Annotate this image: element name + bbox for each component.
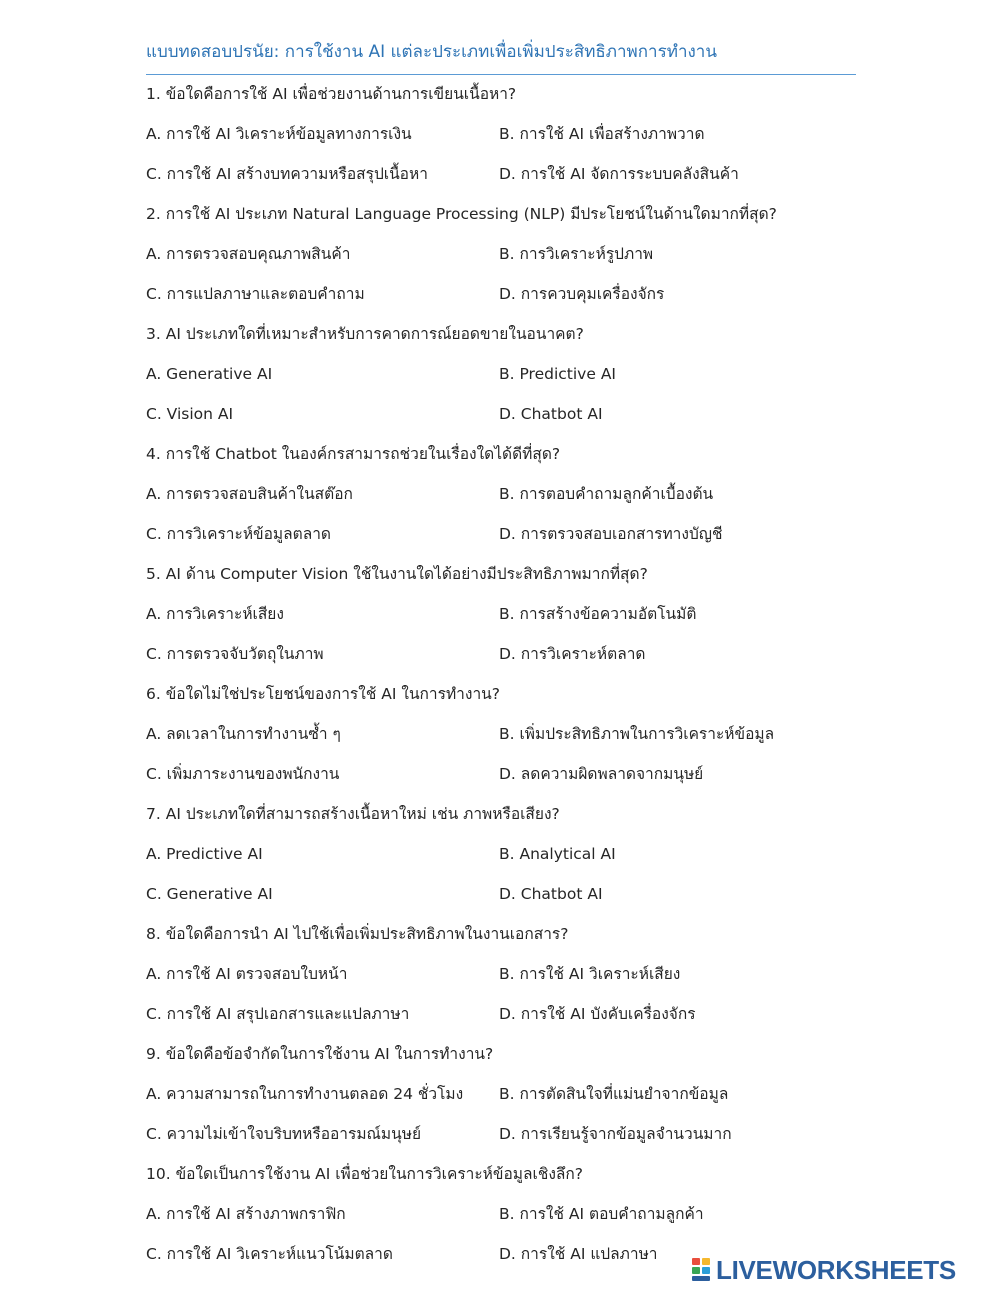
option-b: B. การใช้ AI เพื่อสร้างภาพวาด <box>499 125 705 143</box>
option-c: C. การใช้ AI วิเคราะห์แนวโน้มตลาด <box>146 1245 393 1263</box>
option-a: A. การวิเคราะห์เสียง <box>146 605 284 623</box>
option-c: C. การใช้ AI สร้างบทความหรือสรุปเนื้อหา <box>146 165 428 183</box>
option-d: D. การใช้ AI บังคับเครื่องจักร <box>499 1005 696 1023</box>
option-d: D. การวิเคราะห์ตลาด <box>499 645 646 663</box>
option-d: D. Chatbot AI <box>499 405 603 423</box>
option-a: A. Generative AI <box>146 365 273 383</box>
option-c: C. การใช้ AI สรุปเอกสารและแปลภาษา <box>146 1005 410 1023</box>
option-d: D. ลดความผิดพลาดจากมนุษย์ <box>499 765 704 783</box>
option-a: A. การใช้ AI วิเคราะห์ข้อมูลทางการเงิน <box>146 125 412 143</box>
question-4 <box>146 440 866 560</box>
question-list <box>146 80 866 1280</box>
question-7 <box>146 800 866 920</box>
option-b: B. การวิเคราะห์รูปภาพ <box>499 245 654 263</box>
title-divider <box>146 74 856 75</box>
option-a: A. การใช้ AI ตรวจสอบใบหน้า <box>146 965 348 983</box>
question-text: 7. AI ประเภทใดที่สามารถสร้างเนื้อหาใหม่ เช่น ภาพหรือเสียง? <box>146 805 560 823</box>
option-d: D. การตรวจสอบเอกสารทางบัญชี <box>499 525 723 543</box>
option-a: A. การตรวจสอบคุณภาพสินค้า <box>146 245 351 263</box>
option-d: D. การควบคุมเครื่องจักร <box>499 285 665 303</box>
option-b: B. การตอบคำถามลูกค้าเบื้องต้น <box>499 485 714 503</box>
option-b: B. การใช้ AI ตอบคำถามลูกค้า <box>499 1205 704 1223</box>
question-text: 9. ข้อใดคือข้อจำกัดในการใช้งาน AI ในการทำงาน? <box>146 1045 494 1063</box>
question-text: 3. AI ประเภทใดที่เหมาะสำหรับการคาดการณ์ยอดขายในอนาคต? <box>146 325 584 343</box>
brand-name: LIVEWORKSHEETS <box>716 1254 956 1285</box>
question-text: 5. AI ด้าน Computer Vision ใช้ในงานใดได้อย่างมีประสิทธิภาพมากที่สุด? <box>146 565 648 583</box>
option-b: B. การตัดสินใจที่แม่นยำจากข้อมูล <box>499 1085 729 1103</box>
question-text: 1. ข้อใดคือการใช้ AI เพื่อช่วยงานด้านการเขียนเนื้อหา? <box>146 85 517 103</box>
option-c: C. การวิเคราะห์ข้อมูลตลาด <box>146 525 331 543</box>
question-text: 10. ข้อใดเป็นการใช้งาน AI เพื่อช่วยในการวิเคราะห์ข้อมูลเชิงลึก? <box>146 1165 584 1183</box>
option-b: B. การใช้ AI วิเคราะห์เสียง <box>499 965 681 983</box>
question-text: 6. ข้อใดไม่ใช่ประโยชน์ของการใช้ AI ในการทำงาน? <box>146 685 500 703</box>
option-d: D. การใช้ AI จัดการระบบคลังสินค้า <box>499 165 739 183</box>
question-1 <box>146 80 866 200</box>
option-b: B. Predictive AI <box>499 365 616 383</box>
question-8 <box>146 920 866 1040</box>
option-a: A. การใช้ AI สร้างภาพกราฟิก <box>146 1205 346 1223</box>
option-d: D. การเรียนรู้จากข้อมูลจำนวนมาก <box>499 1125 732 1143</box>
option-a: A. ความสามารถในการทำงานตลอด 24 ชั่วโมง <box>146 1085 464 1103</box>
question-2 <box>146 200 866 320</box>
question-5 <box>146 560 866 680</box>
question-text: 2. การใช้ AI ประเภท Natural Language Processing (NLP) มีประโยชน์ในด้านใดมากที่สุด? <box>146 205 777 223</box>
option-c: C. Vision AI <box>146 405 234 423</box>
option-a: A. Predictive AI <box>146 845 263 863</box>
question-text: 8. ข้อใดคือการนำ AI ไปใช้เพื่อเพิ่มประสิทธิภาพในงานเอกสาร? <box>146 925 569 943</box>
option-c: C. ความไม่เข้าใจบริบทหรืออารมณ์มนุษย์ <box>146 1125 422 1143</box>
option-d: D. Chatbot AI <box>499 885 603 903</box>
option-b: B. เพิ่มประสิทธิภาพในการวิเคราะห์ข้อมูล <box>499 725 775 743</box>
option-c: C. การแปลภาษาและตอบคำถาม <box>146 285 365 303</box>
question-text: 4. การใช้ Chatbot ในองค์กรสามารถช่วยในเรื่องใดได้ดีที่สุด? <box>146 445 561 463</box>
question-9 <box>146 1040 866 1160</box>
option-b: B. การสร้างข้อความอัตโนมัติ <box>499 605 697 623</box>
page-title: แบบทดสอบปรนัย: การใช้งาน AI แต่ละประเภทเพื่อเพิ่มประสิทธิภาพการทำงาน <box>146 42 717 62</box>
option-c: C. เพิ่มภาระงานของพนักงาน <box>146 765 340 783</box>
option-d: D. การใช้ AI แปลภาษา <box>499 1245 658 1263</box>
liveworksheets-icon <box>692 1258 712 1282</box>
option-b: B. Analytical AI <box>499 845 616 863</box>
option-a: A. การตรวจสอบสินค้าในสต๊อก <box>146 485 353 503</box>
liveworksheets-logo[interactable] <box>692 1252 956 1288</box>
option-c: C. การตรวจจับวัตถุในภาพ <box>146 645 324 663</box>
question-6 <box>146 680 866 800</box>
option-c: C. Generative AI <box>146 885 273 903</box>
question-3 <box>146 320 866 440</box>
option-a: A. ลดเวลาในการทำงานซ้ำ ๆ <box>146 725 341 743</box>
